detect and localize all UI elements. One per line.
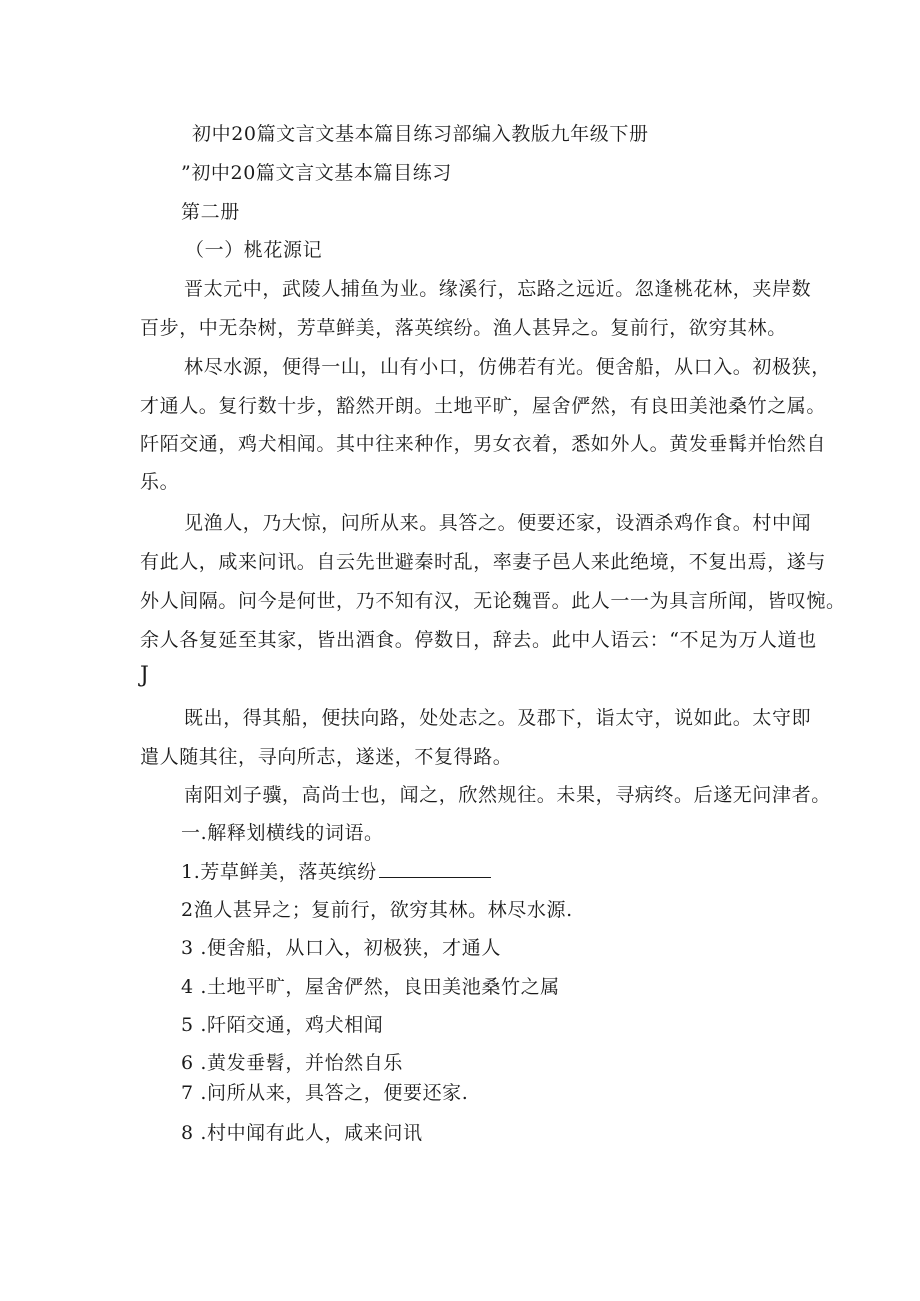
answer-blank[interactable] [379,859,491,878]
passage-line: 外人间隔。问今是何世，乃不知有汉，无论魏晋。此人一一为具言所闻，皆叹惋。 [140,590,846,612]
document-title: 初中20篇文言文基本篇目练习部编入教版九年级下册 [192,123,649,145]
passage-line: J [140,663,150,688]
passage-line: 才通人。复行数十步，豁然开朗。土地平旷，屋舍俨然，有良田美池桑竹之属。 [140,395,827,417]
exercise-item: 7 .问所从来，具答之，便要还家. [181,1082,469,1104]
passage-line: 晋太元中，武陵人捕鱼为业。缘溪行，忘路之远近。忽逢桃花林，夹岸数 [184,278,812,300]
exercise-item: 2渔人甚异之；复前行，欲穷其林。林尽水源. [181,899,573,921]
passage-line: 遣人随其往，寻向所志，遂迷，不复得路。 [140,746,513,768]
passage-line: 南阳刘子骥，高尚士也，闻之，欣然规往。未果，寻病终。后遂无问津者。 [184,784,831,806]
exercise-item: 8 .村中闻有此人，咸来问讯 [181,1122,423,1144]
document-subtitle: ”初中20篇文言文基本篇目练习 [181,162,452,184]
exercise-item: 6 .黄发垂髫，并怡然自乐 [181,1052,403,1074]
passage-line: 见渔人，乃大惊，问所从来。具答之。便要还家，设酒杀鸡作食。村中闻 [184,512,812,534]
passage-line: 乐。 [140,471,180,493]
volume-label: 第二册 [181,201,240,223]
passage-line: 有此人，咸来问讯。自云先世避秦时乱，率妻子邑人来此绝境，不复出焉，遂与 [140,551,827,573]
section-heading: （一）桃花源记 [185,239,323,261]
exercise-text: 1.芳草鲜美，落英缤纷 [181,861,377,883]
passage-line: 百步，中无杂树，芳草鲜美，落英缤纷。渔人甚异之。复前行，欲穷其林。 [140,317,787,339]
passage-line: 既出，得其船，便扶向路，处处志之。及郡下，诣太守，说如此。太守即 [184,707,812,729]
passage-line: 阡陌交通，鸡犬相闻。其中往来种作，男女衣着，悉如外人。黄发垂髯并怡然自 [140,433,827,455]
exercise-item [181,859,491,884]
passage-line: 余人各复延至其家，皆出酒食。停数日，辞去。此中人语云：“不足为万人道也 [140,629,817,651]
exercise-item: 3 .便舍船，从口入，初极狭，才通人 [181,937,501,959]
passage-line: 林尽水源，便得一山，山有小口，仿佛若有光。便舍船，从口入。初极狭， [184,356,831,378]
exercise-heading: 一.解释划横线的词语。 [181,822,384,844]
exercise-item: 5 .阡陌交通，鸡犬相闻 [181,1014,384,1036]
exercise-item: 4 .土地平旷，屋舍俨然，良田美池桑竹之属 [181,976,560,998]
